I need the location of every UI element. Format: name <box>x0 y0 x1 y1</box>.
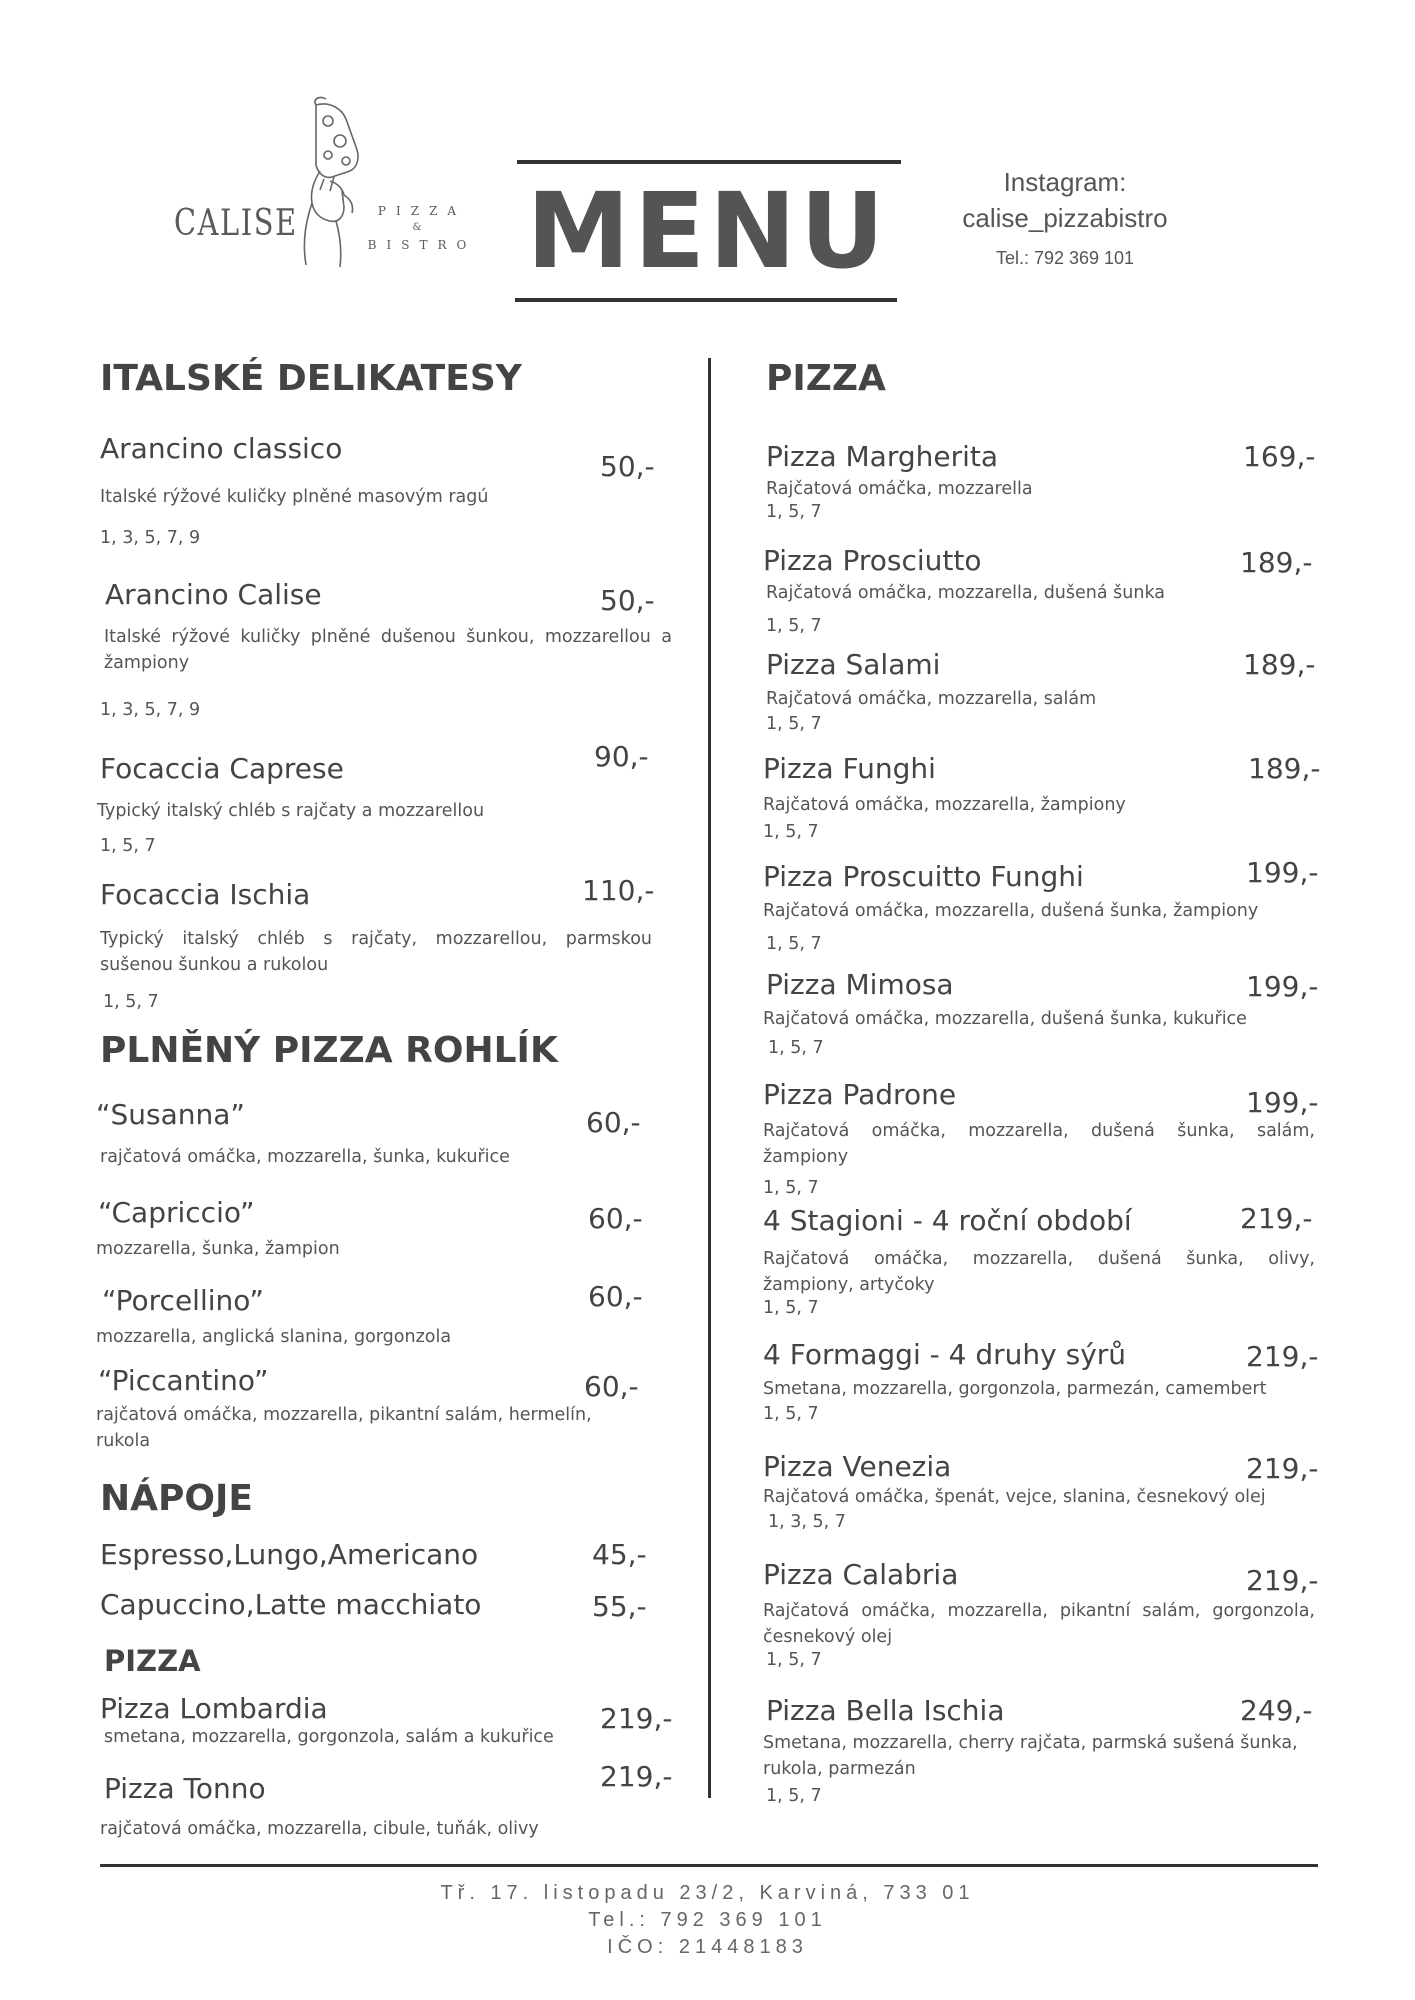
item-description: Typický italský chléb s rajčaty, mozzarellou, parmskou sušenou šunkou a rukolou <box>100 929 652 975</box>
brand-tagline-bistro: BISTRO <box>367 238 477 252</box>
item-price: 60,- <box>586 1106 641 1139</box>
section-title-pizza: PIZZA <box>766 358 886 399</box>
contact-block <box>915 164 1215 269</box>
item-description: Italské rýžové kuličky plněné dušenou šunkou, mozzarellou a žampiony <box>104 627 672 673</box>
item-allergens: 1, 5, 7 <box>766 714 822 734</box>
item-allergens: 1, 3, 5, 7 <box>768 1512 846 1532</box>
item-allergens: 1, 5, 7 <box>766 502 822 522</box>
item-price: 199,- <box>1246 1086 1319 1119</box>
item-name: Pizza Margherita <box>766 440 999 473</box>
item-description: rajčatová omáčka, mozzarella, šunka, kukuřice <box>100 1147 510 1167</box>
instagram-handle[interactable]: calise_pizzabistro <box>962 203 1168 233</box>
item-price: 110,- <box>582 874 655 907</box>
item-name: Pizza Calabria <box>763 1558 959 1591</box>
item-price: 50,- <box>600 450 655 483</box>
item-description: Rajčatová omáčka, špenát, vejce, slanina, česnekový olej <box>763 1487 1266 1507</box>
item-allergens: 1, 5, 7 <box>763 1404 819 1424</box>
item-name: “Capriccio” <box>98 1196 255 1229</box>
item-price: 219,- <box>600 1702 673 1735</box>
item-price: 60,- <box>588 1202 643 1235</box>
item-name: “Porcellino” <box>102 1284 264 1317</box>
brand-tagline <box>362 201 482 255</box>
menu-title-block <box>515 160 900 302</box>
item-price: 50,- <box>600 584 655 617</box>
item-name: Focaccia Ischia <box>100 878 311 911</box>
item-price: 219,- <box>600 1760 673 1793</box>
item-price: 219,- <box>1246 1340 1319 1373</box>
item-description: rajčatová omáčka, mozzarella, pikantní salám, hermelín, rukola <box>96 1405 592 1451</box>
item-price: 45,- <box>592 1538 647 1571</box>
item-name: Pizza Bella Ischia <box>766 1694 1005 1727</box>
menu-title-rule-top <box>517 160 901 164</box>
item-allergens: 1, 5, 7 <box>763 822 819 842</box>
item-description: Smetana, mozzarella, gorgonzola, parmezán, camembert <box>763 1379 1267 1399</box>
item-description: Typický italský chléb s rajčaty a mozzarellou <box>97 801 485 821</box>
item-allergens: 1, 5, 7 <box>763 1178 819 1198</box>
item-name: Espresso,Lungo,Americano <box>100 1538 479 1571</box>
item-allergens: 1, 5, 7 <box>766 616 822 636</box>
footer-ico: IČO: 21448183 <box>607 1936 808 1958</box>
header-phone: Tel.: 792 369 101 <box>995 248 1135 268</box>
item-name: Arancino classico <box>100 432 343 465</box>
item-allergens: 1, 5, 7 <box>103 992 159 1012</box>
item-description: Rajčatová omáčka, mozzarella <box>766 479 1033 499</box>
item-description: rajčatová omáčka, mozzarella, cibule, tuňák, olivy <box>100 1819 539 1839</box>
item-description: Rajčatová omáčka, mozzarella, dušená šunka, kukuřice <box>763 1009 1247 1029</box>
item-price: 189,- <box>1243 648 1316 681</box>
menu-title-rule-bottom <box>515 298 897 302</box>
item-name: Arancino Calise <box>105 578 322 611</box>
item-name: Pizza Tonno <box>104 1772 266 1805</box>
item-price: 60,- <box>588 1280 643 1313</box>
footer-address: Tř. 17. listopadu 23/2, Karviná, 733 01 <box>440 1882 975 1904</box>
item-description: Rajčatová omáčka, mozzarella, žampiony <box>763 795 1126 815</box>
item-name: Pizza Lombardia <box>100 1692 328 1725</box>
footer-phone: Tel.: 792 369 101 <box>588 1909 827 1931</box>
footer <box>0 1880 1415 1961</box>
item-description: mozzarella, anglická slanina, gorgonzola <box>96 1327 452 1347</box>
item-name: Capuccino,Latte macchiato <box>100 1588 482 1621</box>
item-description: Rajčatová omáčka, mozzarella, dušená šunka, olivy, žampiony, artyčoky <box>763 1249 1315 1295</box>
item-description: Smetana, mozzarella, cherry rajčata, parmská sušená šunka, rukola, parmezán <box>763 1733 1298 1779</box>
item-allergens: 1, 5, 7 <box>763 1298 819 1318</box>
item-allergens: 1, 5, 7 <box>766 1650 822 1670</box>
item-name: Pizza Prosciutto <box>763 544 982 577</box>
item-allergens: 1, 5, 7 <box>100 836 156 856</box>
item-price: 189,- <box>1248 752 1321 785</box>
item-price: 90,- <box>594 740 649 773</box>
item-price: 199,- <box>1246 856 1319 889</box>
item-price: 199,- <box>1246 970 1319 1003</box>
item-description: Rajčatová omáčka, mozzarella, dušená šunka, salám, žampiony <box>763 1121 1315 1167</box>
brand-tagline-pizza: PIZZA <box>377 204 467 218</box>
item-price: 219,- <box>1246 1564 1319 1597</box>
item-name: Pizza Funghi <box>763 752 936 785</box>
instagram-label: Instagram: <box>1003 167 1127 197</box>
item-description: smetana, mozzarella, gorgonzola, salám a kukuřice <box>104 1727 554 1747</box>
item-description: Italské rýžové kuličky plněné masovým ragú <box>100 487 489 507</box>
item-name: Pizza Padrone <box>763 1078 957 1111</box>
brand-name: CALISE <box>174 203 298 244</box>
item-description: Rajčatová omáčka, mozzarella, dušená šunka <box>766 583 1166 603</box>
item-name: Pizza Mimosa <box>766 968 954 1001</box>
item-allergens: 1, 5, 7 <box>766 1786 822 1806</box>
section-title-pizza-extra: PIZZA <box>104 1644 201 1678</box>
item-name: “Piccantino” <box>98 1364 269 1397</box>
item-price: 189,- <box>1240 546 1313 579</box>
section-title-napoje: NÁPOJE <box>100 1478 253 1519</box>
item-description: Rajčatová omáčka, mozzarella, salám <box>766 689 1097 709</box>
section-title-plneny-pizza-rohlik: PLNĚNÝ PIZZA ROHLÍK <box>100 1030 558 1071</box>
item-description: Rajčatová omáčka, mozzarella, dušená šunka, žampiony <box>763 901 1259 921</box>
item-name: Focaccia Caprese <box>100 752 344 785</box>
section-title-italske-delikatesy: ITALSKÉ DELIKATESY <box>100 358 522 399</box>
item-price: 55,- <box>592 1590 647 1623</box>
item-price: 219,- <box>1246 1452 1319 1485</box>
item-allergens: 1, 3, 5, 7, 9 <box>100 528 201 548</box>
item-name: Pizza Salami <box>766 648 941 681</box>
item-price: 60,- <box>584 1370 639 1403</box>
column-divider <box>708 358 711 1798</box>
item-name: “Susanna” <box>96 1098 245 1131</box>
item-name: Pizza Proscuitto Funghi <box>763 860 1084 893</box>
item-name: 4 Formaggi - 4 druhy sýrů <box>763 1338 1127 1371</box>
menu-title: MENU <box>526 170 889 292</box>
brand-tagline-amp: & <box>412 222 432 233</box>
item-description: mozzarella, šunka, žampion <box>96 1239 340 1259</box>
item-allergens: 1, 5, 7 <box>768 1038 824 1058</box>
item-allergens: 1, 5, 7 <box>766 934 822 954</box>
item-name: Pizza Venezia <box>763 1450 952 1483</box>
item-price: 169,- <box>1243 440 1316 473</box>
item-price: 219,- <box>1240 1202 1313 1235</box>
footer-divider <box>100 1864 1318 1867</box>
item-description: Rajčatová omáčka, mozzarella, pikantní salám, gorgonzola, česnekový olej <box>763 1601 1315 1647</box>
brand-logo <box>170 95 477 275</box>
item-price: 249,- <box>1240 1694 1313 1727</box>
item-allergens: 1, 3, 5, 7, 9 <box>100 700 201 720</box>
item-name: 4 Stagioni - 4 roční období <box>763 1204 1132 1237</box>
